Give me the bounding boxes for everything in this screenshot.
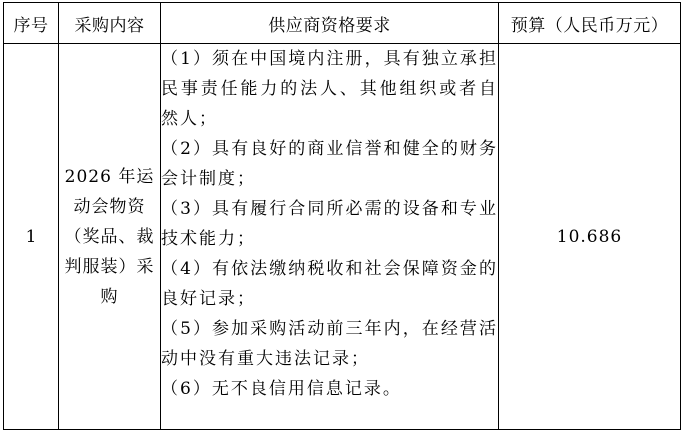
header-item: 采购内容 xyxy=(59,3,161,44)
requirement-item-5: （5）参加采购活动前三年内，在经营活动中没有重大违法记录； xyxy=(161,319,498,369)
requirement-item-2: （2）具有良好的商业信誉和健全的财务会计制度； xyxy=(161,139,498,189)
header-row xyxy=(4,3,681,44)
row-item xyxy=(59,44,161,430)
procurement-table xyxy=(3,2,681,430)
row-budget: 10.686 xyxy=(499,44,681,430)
header-seq: 序号 xyxy=(4,3,59,44)
table-row xyxy=(4,44,681,430)
table-header xyxy=(4,3,681,44)
requirement-item-4: （4）有依法缴纳税收和社会保障资金的良好记录； xyxy=(161,259,498,309)
row-seq: 1 xyxy=(4,44,59,430)
header-budget: 预算（人民币万元） xyxy=(499,3,681,44)
row-item-text: 2026 年运动会物资（奖品、裁判服装）采购 xyxy=(64,166,155,307)
header-requirements: 供应商资格要求 xyxy=(161,3,499,44)
row-requirements xyxy=(161,44,499,430)
requirement-item-1: （1）须在中国境内注册，具有独立承担民事责任能力的法人、其他组织或者自然人； xyxy=(161,49,498,129)
requirement-item-3: （3）具有履行合同所必需的设备和专业技术能力； xyxy=(161,199,498,249)
table-body xyxy=(4,44,681,430)
requirement-item-6: （6）无不良信用信息记录。 xyxy=(161,379,402,399)
